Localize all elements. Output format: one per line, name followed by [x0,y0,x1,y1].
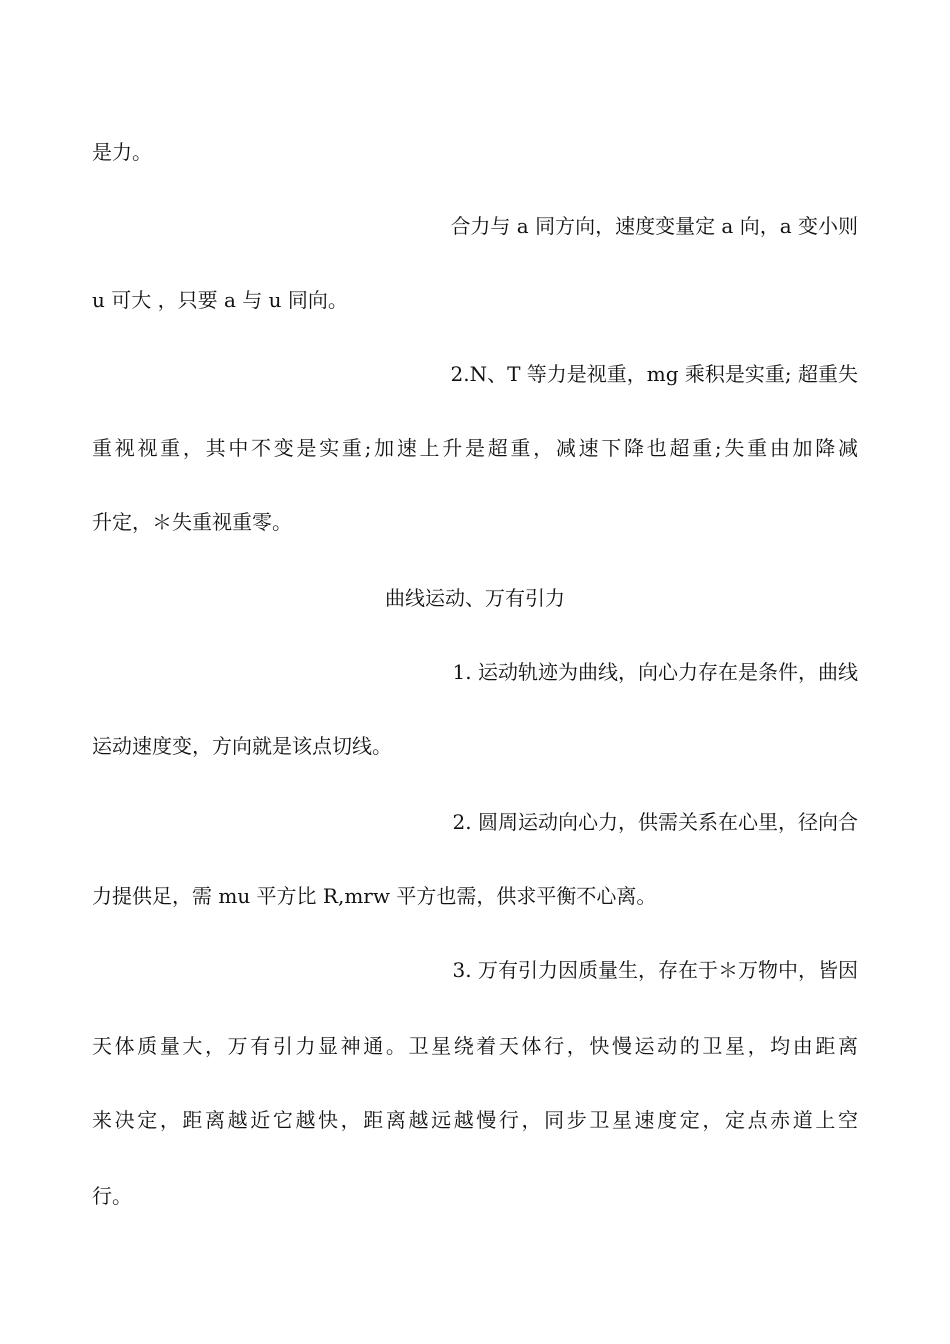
paragraph-line: 力提供足，需 mu 平方比 R,mrw 平方也需，供求平衡不心离。 [92,884,657,908]
paragraph-line: 运动速度变，方向就是该点切线。 [92,734,392,758]
paragraph-line: 升定，＊失重视重零。 [92,510,292,534]
paragraph-line: 3. 万有引力因质量生，存在于＊万物中，皆因 [452,958,858,982]
paragraph-line: 2. 圆周运动向心力，供需关系在心里，径向合 [452,810,858,834]
paragraph-line: 2.N、T 等力是视重，mg 乘积是实重; 超重失 [450,362,858,386]
paragraph-line: 重视视重，其中不变是实重;加速上升是超重，减速下降也超重;失重由加降减 [92,436,858,460]
paragraph-line: 行。 [92,1184,132,1208]
paragraph-line: 合力与 a 同方向，速度变量定 a 向，a 变小则 [450,214,858,238]
paragraph-line: 1. 运动轨迹为曲线，向心力存在是条件，曲线 [452,660,858,684]
section-heading: 曲线运动、万有引力 [385,586,565,610]
paragraph-line: 来决定，距离越近它越快，距离越远越慢行，同步卫星速度定，定点赤道上空 [92,1108,858,1132]
paragraph-line: 是力。 [92,140,152,164]
paragraph-line: 天体质量大，万有引力显神通。卫星绕着天体行，快慢运动的卫星，均由距离 [92,1034,858,1058]
paragraph-line: u 可大 ，只要 a 与 u 同向。 [92,288,348,312]
